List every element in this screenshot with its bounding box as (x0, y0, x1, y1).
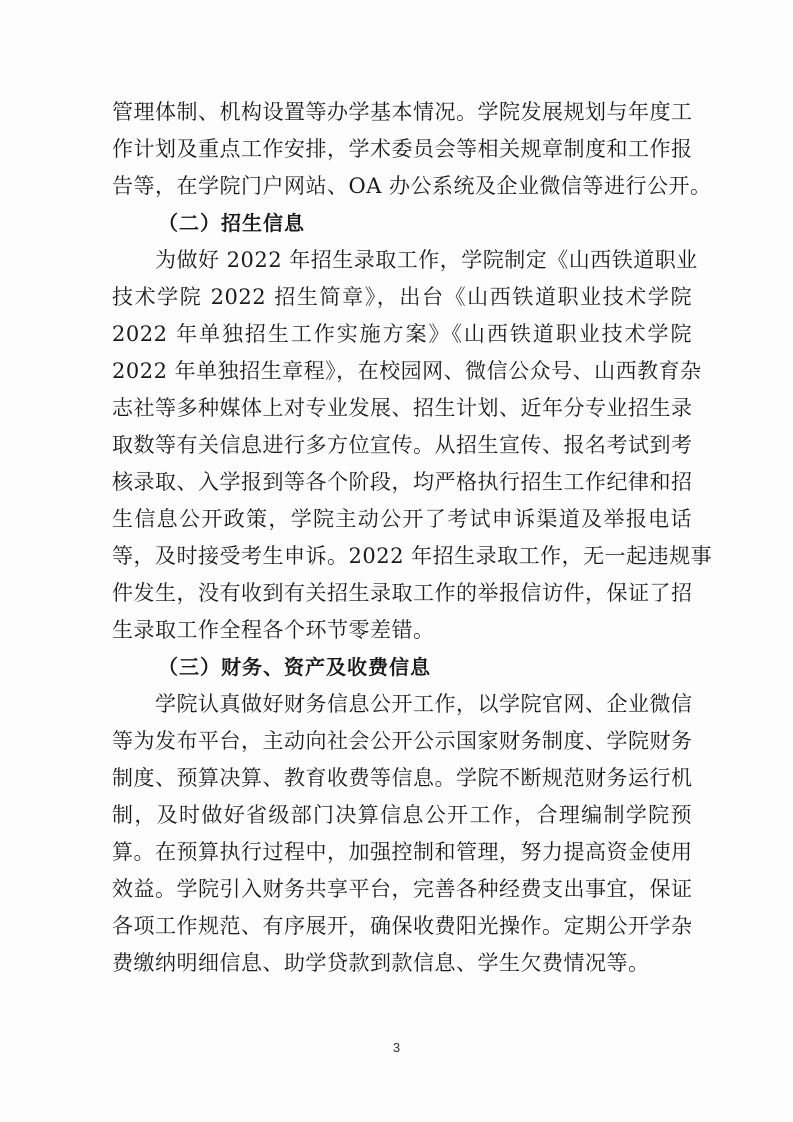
text-line: 学院认真做好财务信息公开工作，以学院官网、企业微信 (112, 692, 693, 716)
text-line: 生信息公开政策，学院主动公开了考试申诉渠道及举报电话 (112, 507, 692, 531)
text-line: 2022 年单独招生工作实施方案》《山西铁道职业技术学院 (112, 322, 692, 346)
section-heading-admissions: （二）招生信息 (158, 211, 305, 235)
text-line: 制，及时做好省级部门决算信息公开工作，合理编制学院预 (112, 803, 692, 827)
text-line: 2022 年单独招生章程》，在校园网、微信公众号、山西教育杂 (112, 359, 702, 383)
text-line: 为做好 2022 年招生录取工作，学院制定《山西铁道职业 (112, 248, 698, 272)
text-line: 取数等有关信息进行多方位宣传。从招生宣传、报名考试到考 (112, 433, 693, 457)
page-number: 3 (392, 1040, 401, 1055)
text-line: 作计划及重点工作安排，学术委员会等相关规章制度和工作报 (112, 137, 693, 161)
text-line: 告等，在学院门户网站、OA 办公系统及企业微信等进行公开。 (112, 174, 712, 198)
text-line: 费缴纳明细信息、助学贷款到款信息、学生欠费情况等。 (112, 951, 650, 975)
paragraph-admissions (112, 242, 713, 649)
text-line: 管理体制、机构设置等办学基本情况。学院发展规划与年度工 (112, 100, 693, 124)
text-line: 件发生，没有收到有关招生录取工作的举报信访件，保证了招 (112, 581, 693, 605)
text-line: 制度、预算决算、教育收费等信息。学院不断规范财务运行机 (112, 766, 693, 790)
text-line: 等，及时接受考生申诉。2022 年招生录取工作，无一起违规事 (112, 544, 713, 568)
paragraph-finance (112, 686, 692, 982)
section-heading-finance: （三）财务、资产及收费信息 (158, 655, 431, 679)
text-line: 等为发布平台，主动向社会公开公示国家财务制度、学院财务 (112, 729, 693, 753)
text-line: 志社等多种媒体上对专业发展、招生计划、近年分专业招生录 (112, 396, 693, 420)
text-line: 生录取工作全程各个环节零差错。 (112, 618, 435, 642)
paragraph-intro (112, 94, 712, 205)
document-body (112, 94, 713, 982)
text-line: 效益。学院引入财务共享平台，完善各种经费支出事宜，保证 (112, 877, 693, 901)
text-line: 技术学院 2022 招生简章》，出台《山西铁道职业技术学院 (112, 285, 692, 309)
text-line: 算。在预算执行过程中，加强控制和管理，努力提高资金使用 (112, 840, 693, 864)
text-line: 各项工作规范、有序展开，确保收费阳光操作。定期公开学杂 (112, 914, 693, 938)
text-line: 核录取、入学报到等各个阶段，均严格执行招生工作纪律和招 (112, 470, 693, 494)
